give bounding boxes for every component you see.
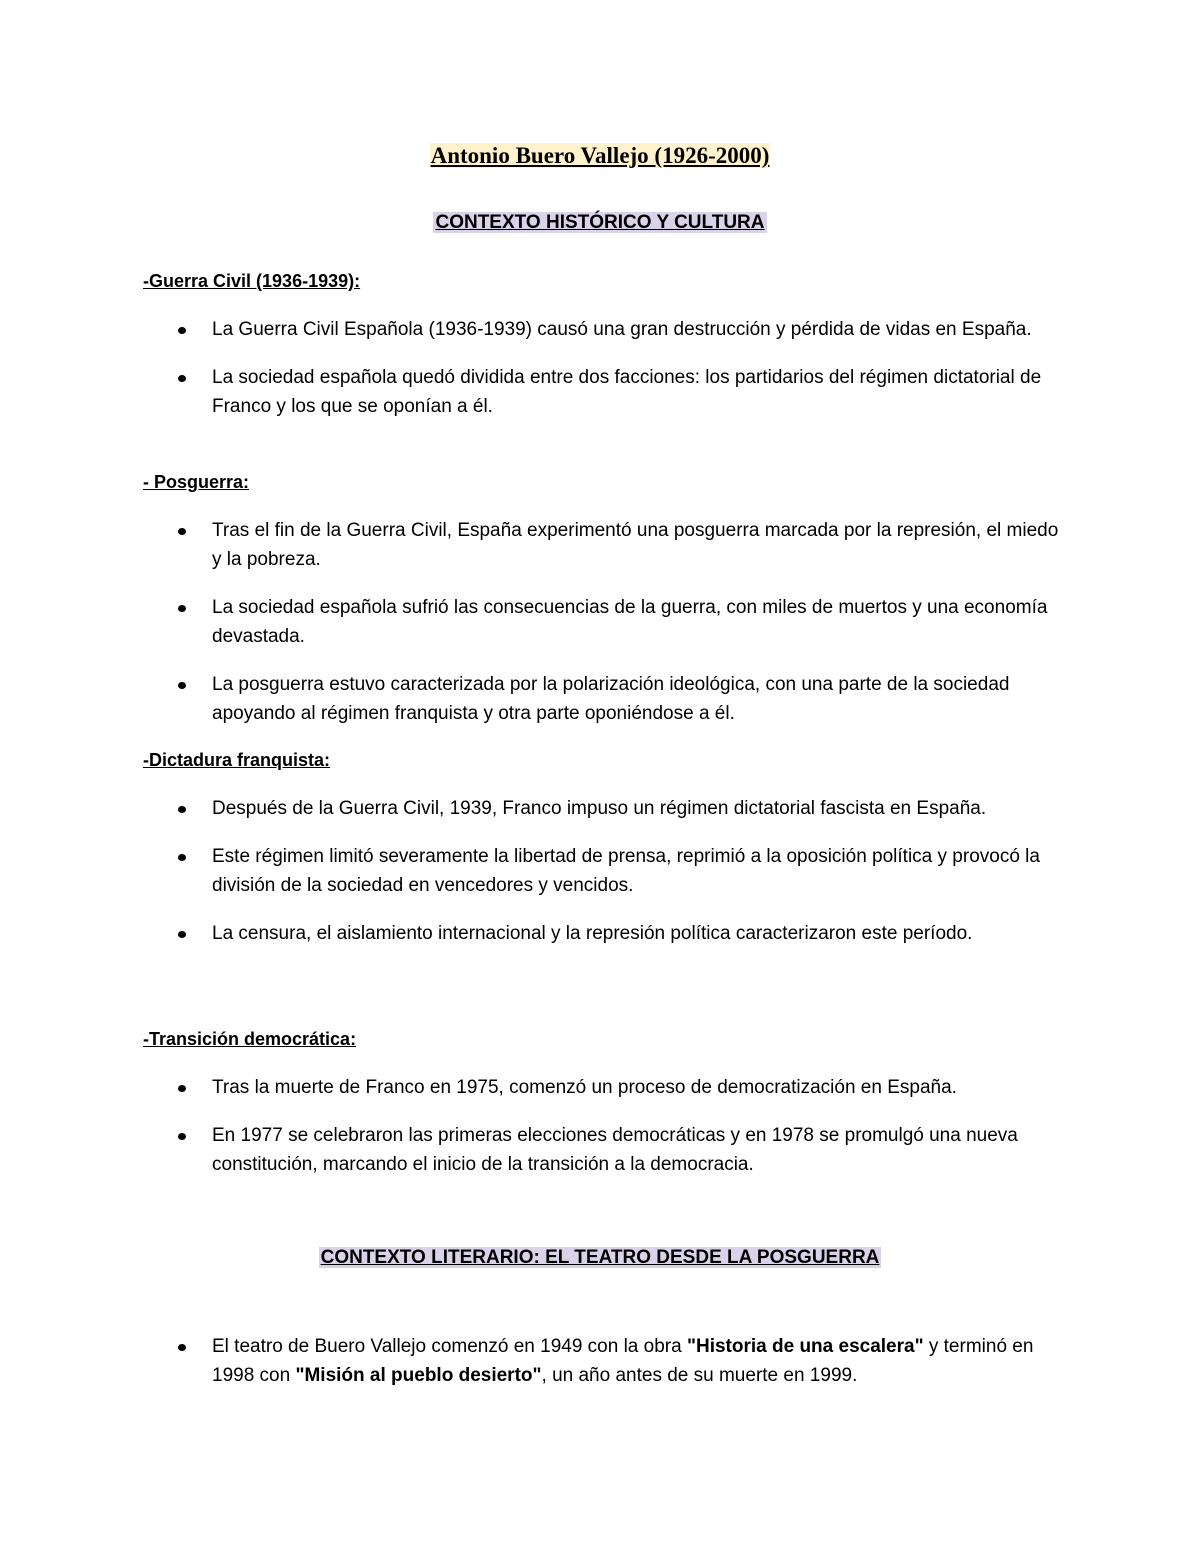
list-item: Tras el fin de la Guerra Civil, España experimentó una posguerra marcada por la represión, el miedo y la pobreza. bbox=[0, 516, 1072, 574]
list-item: La posguerra estuvo caracterizada por la polarización ideológica, con una parte de la sociedad apoyando al régimen franquista y otra parte oponiéndose a él. bbox=[0, 670, 1072, 728]
list-dictadura bbox=[0, 794, 1072, 948]
bullet-icon bbox=[178, 327, 186, 334]
list-item: La Guerra Civil Española (1936-1939) causó una gran destrucción y pérdida de vidas en España. bbox=[0, 315, 1072, 344]
document-title: Antonio Buero Vallejo (1926-2000) bbox=[430, 143, 770, 168]
list-item: La censura, el aislamiento internacional y la represión política caracterizaron este período. bbox=[0, 919, 1072, 948]
bullet-icon bbox=[178, 528, 186, 535]
bullet-icon bbox=[178, 854, 186, 861]
list-literario bbox=[0, 1332, 1072, 1390]
bullet-icon bbox=[178, 1344, 186, 1351]
bullet-icon bbox=[178, 605, 186, 612]
list-posguerra bbox=[0, 516, 1072, 728]
list-item: Después de la Guerra Civil, 1939, Franco impuso un régimen dictatorial fascista en España. bbox=[0, 794, 1072, 823]
list-item: En 1977 se celebraron las primeras elecciones democráticas y en 1978 se promulgó una nueva constitución, marcando el inicio de la transición a la democracia. bbox=[0, 1121, 1072, 1179]
subheading-transicion: -Transición democrática: bbox=[143, 1029, 357, 1049]
work-title-historia: "Historia de una escalera" bbox=[686, 1336, 924, 1357]
list-item: Este régimen limitó severamente la libertad de prensa, reprimió a la oposición política y provocó la división de la sociedad en vencedores y vencidos. bbox=[0, 842, 1072, 900]
section-title-historico: CONTEXTO HISTÓRICO Y CULTURA bbox=[435, 212, 765, 233]
bullet-icon bbox=[178, 375, 186, 382]
list-item: La sociedad española quedó dividida entre dos facciones: los partidarios del régimen dictatorial de Franco y los que se oponían a él. bbox=[0, 363, 1072, 421]
list-item: Tras la muerte de Franco en 1975, comenzó un proceso de democratización en España. bbox=[0, 1073, 1072, 1102]
list-transicion bbox=[0, 1073, 1072, 1179]
bullet-icon bbox=[178, 682, 186, 689]
bullet-icon bbox=[178, 806, 186, 813]
subheading-dictadura: -Dictadura franquista: bbox=[143, 750, 331, 770]
list-item: El teatro de Buero Vallejo comenzó en 1949 con la obra "Historia de una escalera" y terminó en 1998 con "Misión al pueblo desierto", un año antes de su muerte en 1999. bbox=[0, 1332, 1072, 1390]
bullet-icon bbox=[178, 1085, 186, 1092]
bullet-icon bbox=[178, 1133, 186, 1140]
work-title-mision: "Misión al pueblo desierto" bbox=[295, 1365, 542, 1386]
section-title-literario: CONTEXTO LITERARIO: EL TEATRO DESDE LA POSGUERRA bbox=[320, 1247, 880, 1268]
subheading-posguerra: - Posguerra: bbox=[143, 472, 250, 492]
bullet-icon bbox=[178, 931, 186, 938]
list-item: La sociedad española sufrió las consecuencias de la guerra, con miles de muertos y una economía devastada. bbox=[0, 593, 1072, 651]
list-guerra-civil bbox=[0, 315, 1072, 421]
subheading-guerra-civil: -Guerra Civil (1936-1939): bbox=[143, 271, 361, 291]
